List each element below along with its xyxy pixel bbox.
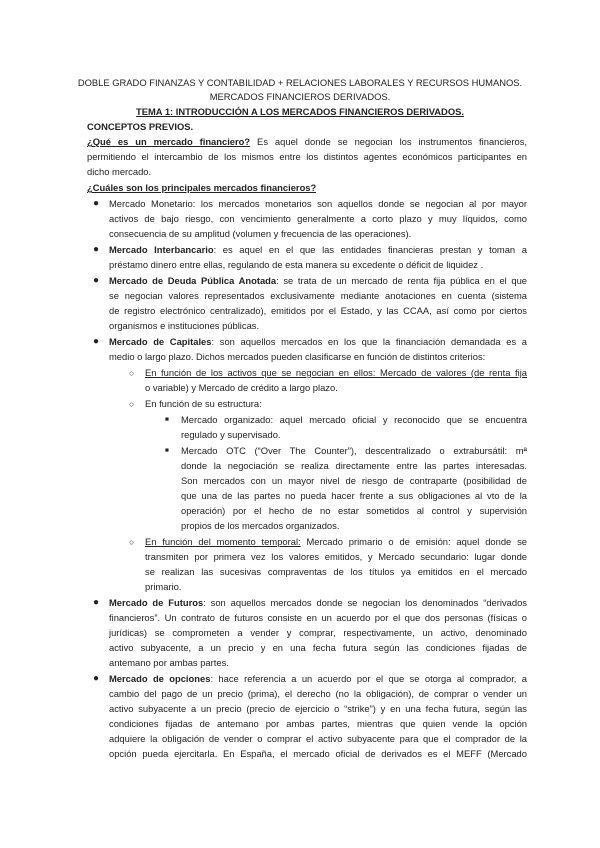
bullet-icon: ● xyxy=(93,597,100,608)
bullet-icon: ● xyxy=(93,244,100,255)
square-bullet-icon: ■ xyxy=(165,447,169,454)
monetario-line-3: consecuencia de su amplitud (volumen y frecuencia de las operaciones). xyxy=(109,228,412,239)
temporal-line-1: En función del momento temporal: Mercado primario o de emisión: aquel donde se xyxy=(145,536,527,547)
square-bullet-icon: ■ xyxy=(165,416,169,423)
opciones-line-4: condiciones fijadas de antemano por ambas partes, mientras que quien vende la opción xyxy=(109,718,527,729)
interbancario-line-2: préstamo dinero entre ellas, regulando de esta manera su excedente o déficit de liquidez . xyxy=(109,259,484,270)
capitales-line-2: medio o largo plazo. Dichos mercados pueden clasificarse en función de distintos criterios: xyxy=(109,351,486,362)
activos-line-1: En función de los activos que se negocian en ellos: Mercado de valores (de renta fija xyxy=(145,367,527,378)
header-line-2: MERCADOS FINANCIEROS DERIVADOS. xyxy=(209,91,391,102)
otc-line-5: operación) por el hecho de no estar sometidos al control y supervisión xyxy=(181,505,527,516)
opciones-line-1: Mercado de opciones: hace referencia a un acuerdo por el que se otorga al comprador, a xyxy=(109,673,527,684)
circle-bullet-icon: ○ xyxy=(129,537,135,547)
temporal-line-2: transmiten por primera vez los valores emitidos, y Mercado secundario: lugar donde xyxy=(145,551,527,562)
deuda-line-4: organismos e instituciones públicas. xyxy=(109,320,260,331)
futuros-line-3: jurídicas) se comprometen a vender y comprar, respectivamente, un activo, denominado xyxy=(109,627,527,638)
q1-line-1: ¿Qué es un mercado financiero? Es aquel donde se negocian los instrumentos financieros, xyxy=(87,136,527,147)
otc-line-2: donde la negociación se realiza directamente entre las partes interesadas. xyxy=(181,460,527,471)
interbancario-line-1: Mercado Interbancario: es aquel en el que las entidades financieras prestan y toman a xyxy=(109,244,527,255)
opciones-line-3: activo subyacente a un precio (precio de ejercicio o “strike”) y en una fecha futura, según las xyxy=(109,703,527,714)
futuros-line-4: activo subyacente, a un precio y en una fecha futura según las condiciones fijadas de xyxy=(109,642,527,653)
circle-bullet-icon: ○ xyxy=(129,368,135,378)
deuda-line-1: Mercado de Deuda Pública Anotada: se trata de un mercado de renta fija pública en el que xyxy=(109,275,527,286)
otc-line-6: propios de los mercados organizados. xyxy=(181,520,340,531)
futuros-line-5: antemano por ambas partes. xyxy=(109,657,229,668)
bullet-icon: ● xyxy=(93,275,100,286)
q1-line-2: permitiendo el intercambio de los mismos entre los distintos agentes económicos participantes en xyxy=(87,151,527,162)
temporal-line-3: se realizan las sucesivas compraventas de los títulos ya emitidos en el mercado xyxy=(145,566,527,577)
otc-line-1: Mercado OTC (“Over The Counter”), descentralizado o extrabursátil: mª xyxy=(181,445,527,456)
bullet-icon: ● xyxy=(93,336,100,347)
bullet-icon: ● xyxy=(93,198,100,209)
q1-line-3: dicho mercado. xyxy=(87,166,152,177)
monetario-line-1: Mercado Monetario: los mercados monetarios son aquellos donde se negocian al por mayor xyxy=(109,198,527,209)
q1-question: ¿Qué es un mercado financiero? xyxy=(87,136,251,147)
header-line-1: DOBLE GRADO FINANZAS Y CONTABILIDAD + RELACIONES LABORALES Y RECURSOS HUMANOS. xyxy=(77,77,523,88)
section-title: CONCEPTOS PREVIOS. xyxy=(87,121,194,132)
opciones-line-6: opción pueda ejercitarla. En España, el mercado oficial de derivados es el MEFF (Mercado xyxy=(109,748,527,759)
circle-bullet-icon: ○ xyxy=(129,399,135,409)
monetario-line-2: activos de bajo riesgo, con vencimiento generalmente a corto plazo y muy líquidos, como xyxy=(109,213,527,224)
opciones-line-2: cambio del pago de un precio (prima), el derecho (no la obligación), de comprar o vender un xyxy=(109,688,527,699)
topic-title: TEMA 1: INTRODUCCIÓN A LOS MERCADOS FINANCIEROS DERIVADOS. xyxy=(136,106,464,117)
futuros-line-2: financieros”. Un contrato de futuros consiste en un acuerdo por el que dos personas (físicas o xyxy=(109,612,527,623)
deuda-line-3: de registro electrónico centralizado), emitidos por el Estado, y las CCAA, así como por ciertos xyxy=(109,305,527,316)
otc-line-3: Son mercados con un mayor nivel de riesgo de contraparte (posibilidad de xyxy=(181,475,527,486)
otc-line-4: que una de las partes no pueda hacer frente a sus obligaciones al vto de la xyxy=(181,490,527,501)
capitales-line-1: Mercado de Capitales: son aquellos mercados en los que la financiación demandada es a xyxy=(109,336,527,347)
opciones-line-5: adquiere la obligación de vender o comprar el activo subyacente para que el comprador de la xyxy=(109,733,527,744)
q2-question: ¿Cuáles son los principales mercados financieros? xyxy=(87,182,317,193)
temporal-line-4: primario. xyxy=(145,581,182,592)
activos-line-2: o variable) y Mercado de crédito a largo plazo. xyxy=(145,382,338,393)
organizado-line-1: Mercado organizado: aquel mercado oficial y reconocido que se encuentra xyxy=(181,414,527,425)
estructura-label: En función de su estructura: xyxy=(145,398,262,409)
futuros-line-1: Mercado de Futuros: son aquellos mercados donde se negocian los denominados “derivados xyxy=(109,597,527,608)
bullet-icon: ● xyxy=(93,673,100,684)
deuda-line-2: se negocian valores representados exclusivamente mediante anotaciones en cuenta (sistema xyxy=(109,290,527,301)
organizado-line-2: regulado y supervisado. xyxy=(181,429,281,440)
